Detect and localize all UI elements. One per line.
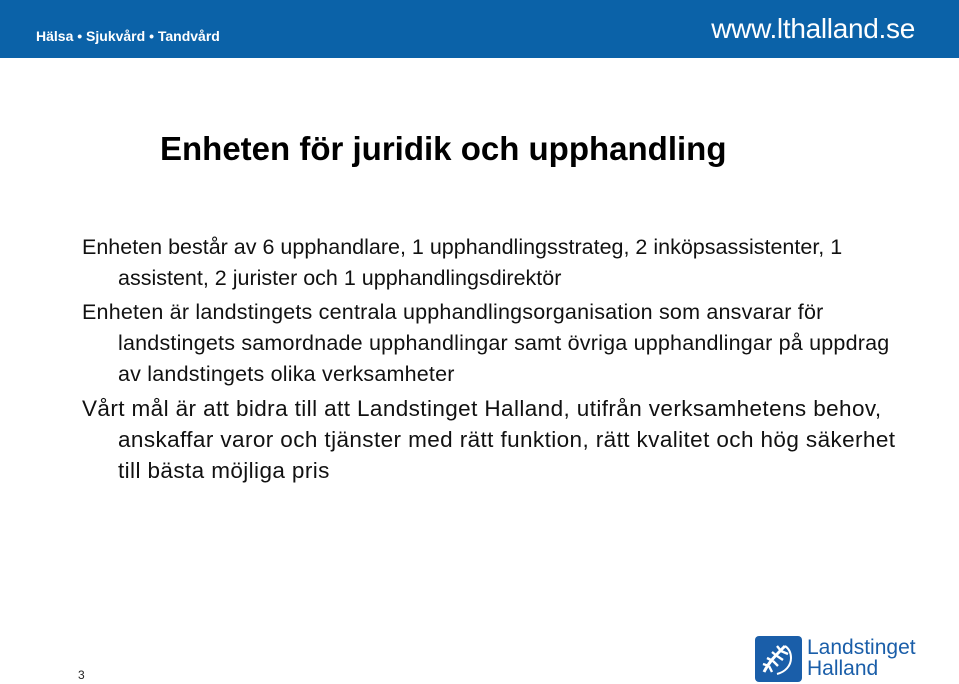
header-tagline: Hälsa • Sjukvård • Tandvård xyxy=(36,28,220,44)
landstinget-halland-logo xyxy=(755,636,935,684)
header-bar xyxy=(0,0,959,58)
site-url: www.lthalland.se xyxy=(711,13,915,44)
logo-line-1: Landstinget xyxy=(807,636,916,659)
landstinget-halland-emblem-icon xyxy=(755,636,802,682)
paragraph-role: Enheten är landstingets centrala upphandlingsorganisation som ansvarar för landstingets samordnade upphandlingar samt övriga upphandlingar på uppdrag av landstingets olika verksamheter xyxy=(82,300,890,386)
slide-title: Enheten för juridik och upphandling xyxy=(160,130,727,167)
paragraph-staff: Enheten består av 6 upphandlare, 1 upphandlingsstrateg, 2 inköpsassistenter, 1 assistent, 2 jurister och 1 upphandlingsdirektör xyxy=(82,235,843,290)
paragraph-goal: Vårt mål är att bidra till att Landstinget Halland, utifrån verksamhetens behov, anskaffar varor och tjänster med rätt funktion, rätt kvalitet och hög säkerhet till bästa möjliga pris xyxy=(82,396,896,483)
content-paragraphs xyxy=(82,232,902,489)
logo-line-2: Halland xyxy=(807,657,879,680)
page-number: 3 xyxy=(78,668,85,682)
logo-text xyxy=(807,637,916,679)
